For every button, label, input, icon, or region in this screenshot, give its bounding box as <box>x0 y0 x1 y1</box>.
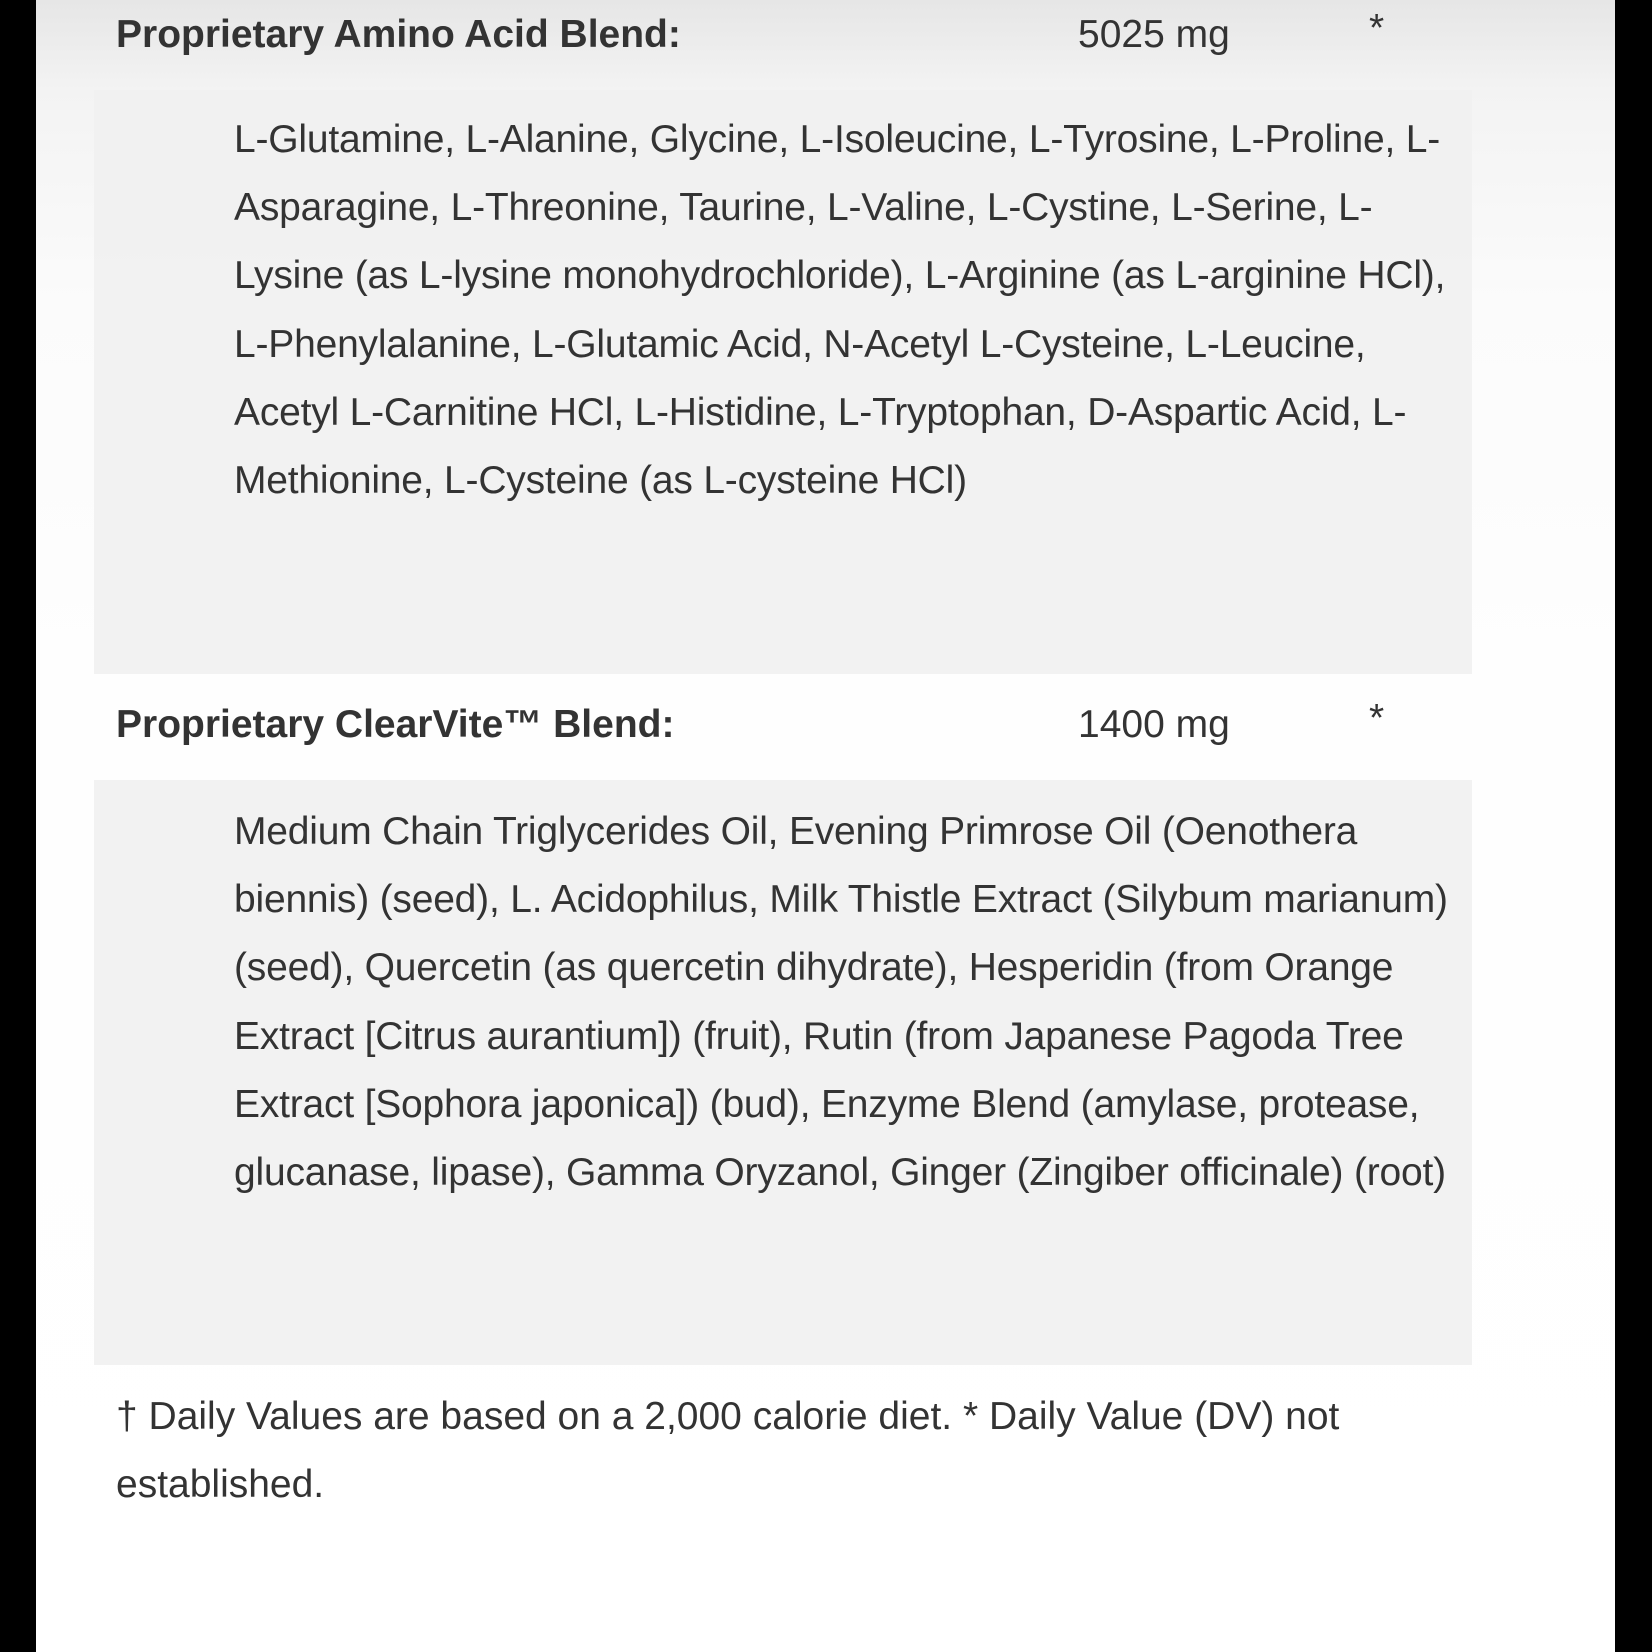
daily-value-marker: * <box>1369 697 1385 740</box>
ingredients-panel-amino-acid <box>94 90 1472 674</box>
supplement-facts-document <box>36 0 1615 1652</box>
blend-row-clearvite <box>116 690 1536 760</box>
ingredients-list: Medium Chain Triglycerides Oil, Evening Primrose Oil (Oenothera biennis) (seed), L. Acidophilus, Milk Thistle Extract (Silybum marianum) (seed), Quercetin (as quercetin dihydrate), Hesperidin (from Orange Extract [Citrus aurantium]) (fruit), Rutin (from Japanese Pagoda Tree Extract [Sophora japonica]) (bud), Enzyme Blend (amylase, protease, glucanase, lipase), Gamma Oryzanol, Ginger (Zingiber officinale) (root) <box>234 810 1448 1195</box>
ingredients-panel-clearvite <box>94 780 1472 1365</box>
blend-row-amino-acid <box>116 0 1536 70</box>
ingredients-list: L-Glutamine, L-Alanine, Glycine, L-Isoleucine, L-Tyrosine, L-Proline, L-Asparagine, L-Threonine, Taurine, L-Valine, L-Cystine, L-Serine, L-Lysine (as L-lysine monohydrochloride), L-Arginine (as L-arginine HCl), L-Phenylalanine, L-Glutamic Acid, N-Acetyl L-Cysteine, L-Leucine, Acetyl L-Carnitine HCl, L-Histidine, L-Tryptophan, D-Aspartic Acid, L-Methionine, L-Cysteine (as L-cysteine HCl) <box>234 118 1446 503</box>
daily-values-footnote: † Daily Values are based on a 2,000 calorie diet. * Daily Value (DV) not established. <box>116 1395 1340 1506</box>
blend-name: Proprietary ClearVite™ Blend: <box>116 703 675 746</box>
daily-value-marker: * <box>1369 7 1385 50</box>
blend-name: Proprietary Amino Acid Blend: <box>116 13 681 56</box>
blend-amount: 5025 mg <box>1078 13 1230 56</box>
blend-amount: 1400 mg <box>1078 703 1230 746</box>
